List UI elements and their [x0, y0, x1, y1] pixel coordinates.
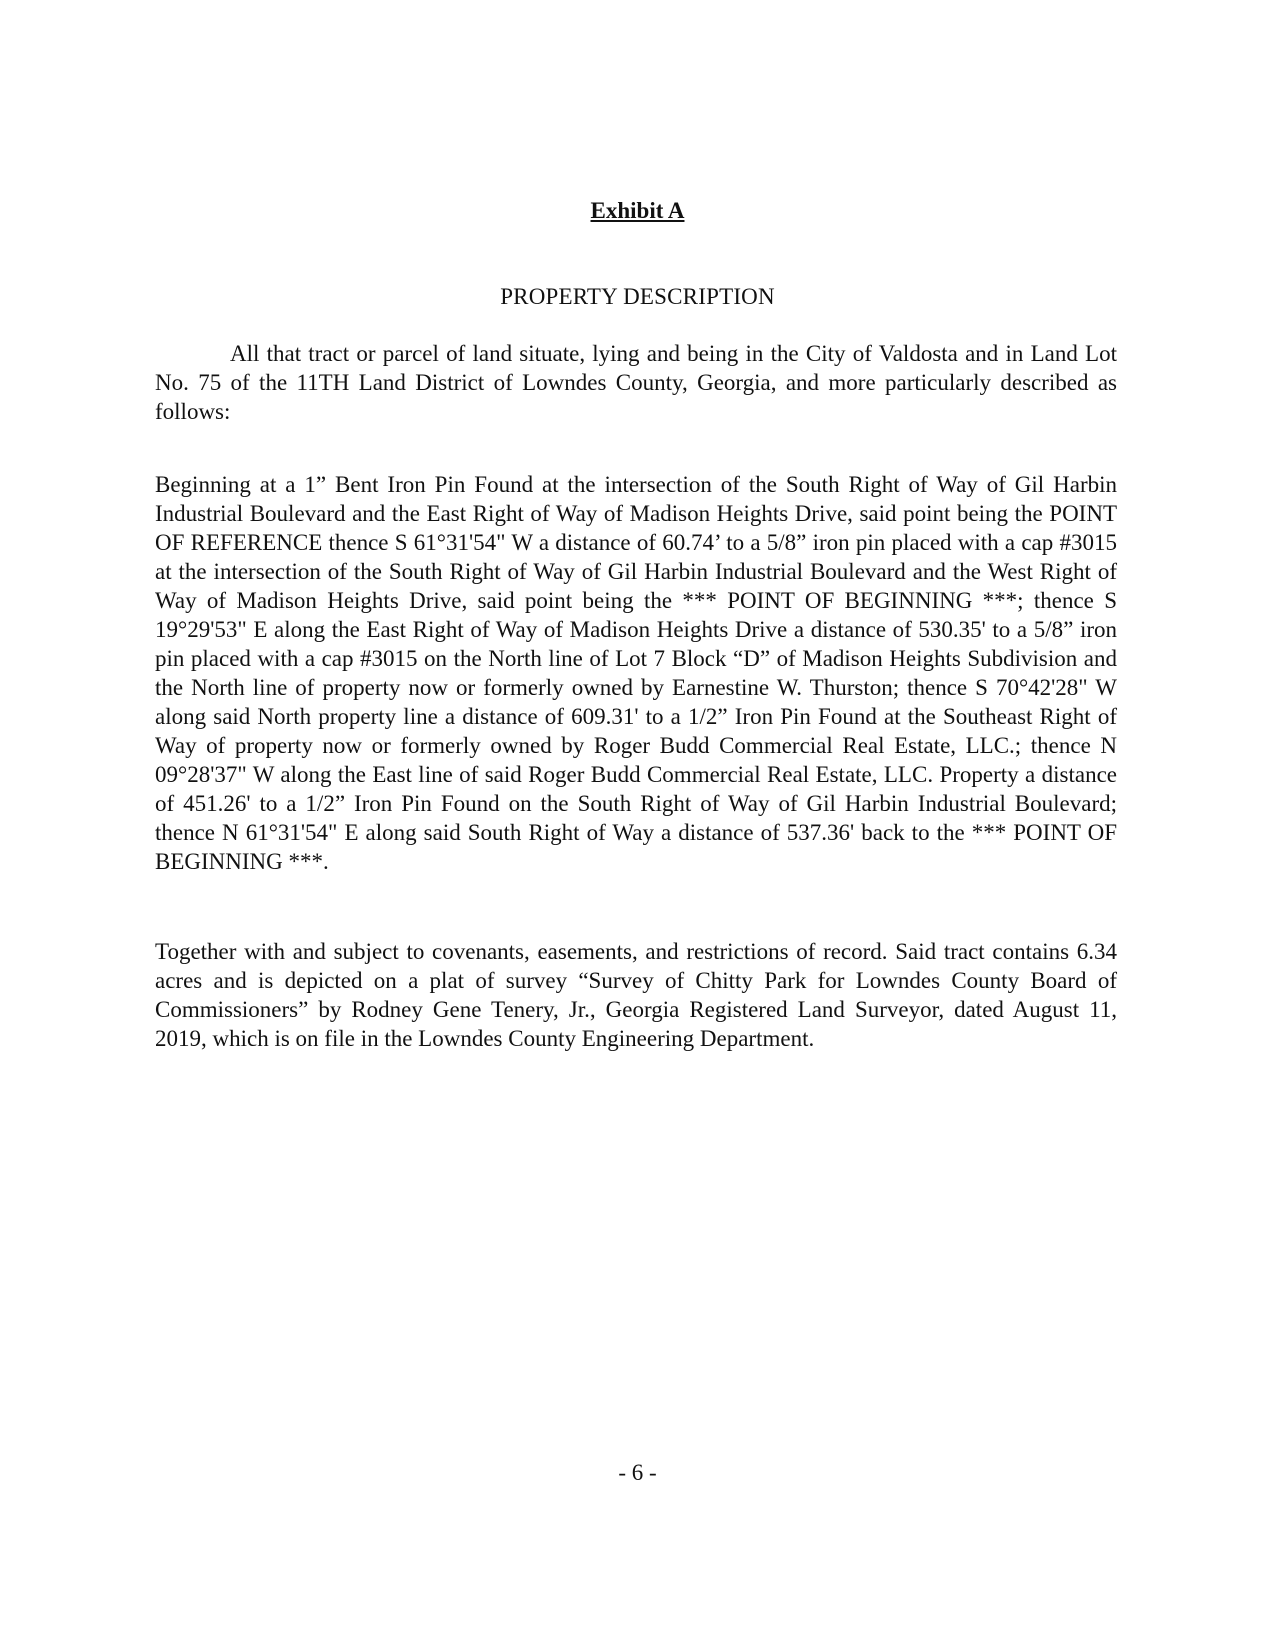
exhibit-title: Exhibit A — [590, 198, 685, 223]
page-number: - 6 - — [618, 1460, 657, 1485]
together-with-paragraph: Together with and subject to covenants, easements, and restrictions of record. Said tract contains 6.34 acres and is depicted on a plat of survey “Survey of Chitty Park for Lowndes County Board of Commissioners” by Rodney Gene Tenery, Jr., Georgia Registered Land Surveyor, dated August 11, 2019, which is on file in the Lowndes County Engineering Department. — [155, 939, 1117, 1051]
section-heading: PROPERTY DESCRIPTION — [500, 284, 775, 309]
legal-description-paragraph: Beginning at a 1” Bent Iron Pin Found at the intersection of the South Right of Way of Gil Harbin Industrial Boulevard and the East Right of Way of Madison Heights Drive, said point being the POINT OF REFERENCE thence S 61°31'54" W a distance of 60.74’ to a 5/8” iron pin placed with a cap #3015 at the intersection of the South Right of Way of Gil Harbin Industrial Boulevard and the West Right of Way of Madison Heights Drive, said point being the *** POINT OF BEGINNING ***; thence S 19°29'53" E along the East Right of Way of Madison Heights Drive a distance of 530.35' to a 5/8” iron pin placed with a cap #3015 on the North line of Lot 7 Block “D” of Madison Heights Subdivision and the North line of property now or formerly owned by Earnestine W. Thurston; thence S 70°42'28" W along said North property line a distance of 609.31' to a 1/2” Iron Pin Found at the Southeast Right of Way of property now or formerly owned by Roger Budd Commercial Real Estate, LLC.; thence N 09°28'37" W along the East line of said Roger Budd Commercial Real Estate, LLC. Property a distance of 451.26' to a 1/2” Iron Pin Found on the South Right of Way of Gil Harbin Industrial Boulevard; thence N 61°31'54" E along said South Right of Way a distance of 537.36' back to the *** POINT OF BEGINNING ***. — [155, 472, 1117, 874]
intro-paragraph: All that tract or parcel of land situate, lying and being in the City of Valdosta and in Land Lot No. 75 of the 11TH Land District of Lowndes County, Georgia, and more particularly described as follows: — [155, 341, 1117, 424]
